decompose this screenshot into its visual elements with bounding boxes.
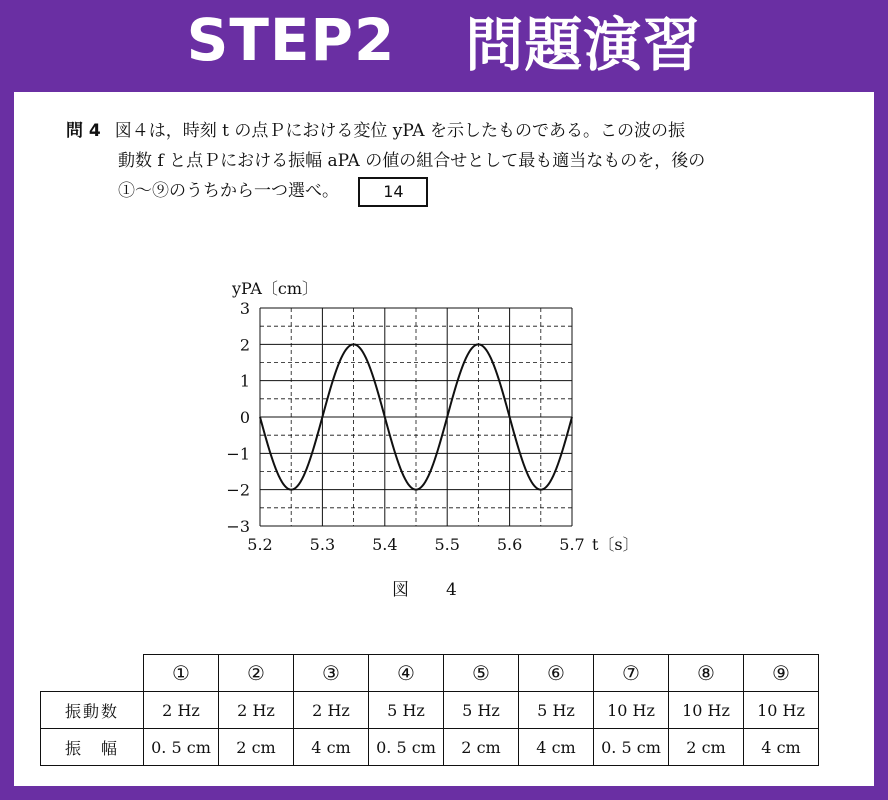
frequency-cell: 5 Hz [369,692,444,729]
step-title: STEP2 [186,6,396,74]
y-tick-label: −3 [226,517,250,536]
x-tick-label: 5.2 [247,535,273,554]
question-line-3: ①～⑨のうちから一つ選べ。 [118,181,339,201]
options-header-row [41,655,819,692]
step-subtitle: 問題演習 [465,11,702,79]
x-tick-label: 5.6 [496,535,523,554]
amplitude-cell: 4 cm [744,729,819,766]
option-6[interactable]: ⑥ [519,655,594,692]
corner-cell [41,655,144,692]
x-tick-label: 5.7 [559,535,585,554]
option-5[interactable]: ⑤ [444,655,519,692]
y-tick-label: 2 [239,335,250,355]
frequency-cell: 10 Hz [669,692,744,729]
y-tick-label: 1 [239,371,250,391]
amplitude-cell: 0. 5 cm [369,729,444,766]
amplitude-cell: 0. 5 cm [594,729,669,766]
frequency-cell: 2 Hz [144,692,219,729]
frequency-cell: 5 Hz [444,692,519,729]
y-axis-label: yPA〔cm〕 [232,279,319,298]
frequency-cell: 2 Hz [219,692,294,729]
option-8[interactable]: ⑧ [669,655,744,692]
option-4[interactable]: ④ [369,655,444,692]
question-number: 問 4 [66,121,101,141]
frequency-cell: 2 Hz [294,692,369,729]
option-2[interactable]: ② [219,655,294,692]
option-7[interactable]: ⑦ [594,655,669,692]
option-1[interactable]: ① [144,655,219,692]
y-tick-label: 3 [239,299,250,318]
frequency-label: 振動数 [41,692,144,729]
frequency-cell: 5 Hz [519,692,594,729]
option-3[interactable]: ③ [294,655,369,692]
y-tick-label: −2 [226,480,250,500]
frequency-cell: 10 Hz [594,692,669,729]
answer-box[interactable]: 14 [358,177,428,207]
frequency-cell: 10 Hz [744,692,819,729]
x-tick-label: 5.5 [434,535,460,554]
amplitude-row [41,729,819,766]
frequency-row [41,692,819,729]
amplitude-label: 振 幅 [41,729,144,766]
amplitude-cell: 2 cm [219,729,294,766]
options-table [40,654,819,766]
amplitude-cell: 0. 5 cm [144,729,219,766]
amplitude-cell: 2 cm [444,729,519,766]
figure-caption: 図 4 [392,580,467,600]
y-tick-label: 0 [239,408,250,427]
y-tick-label: −1 [226,444,250,464]
x-axis-label: t〔s〕 [592,535,639,554]
question-line-1: 図４は，時刻 t の点Ｐにおける変位 yPA を示したものである。この波の振 [114,121,685,141]
amplitude-cell: 2 cm [669,729,744,766]
amplitude-cell: 4 cm [519,729,594,766]
x-tick-label: 5.4 [372,535,398,554]
option-9[interactable]: ⑨ [744,655,819,692]
question-line-2: 動数 f と点Ｐにおける振幅 aPA の値の組合せとして最も適当なものを，後の [118,151,706,171]
x-tick-label: 5.3 [309,535,336,554]
amplitude-cell: 4 cm [294,729,369,766]
